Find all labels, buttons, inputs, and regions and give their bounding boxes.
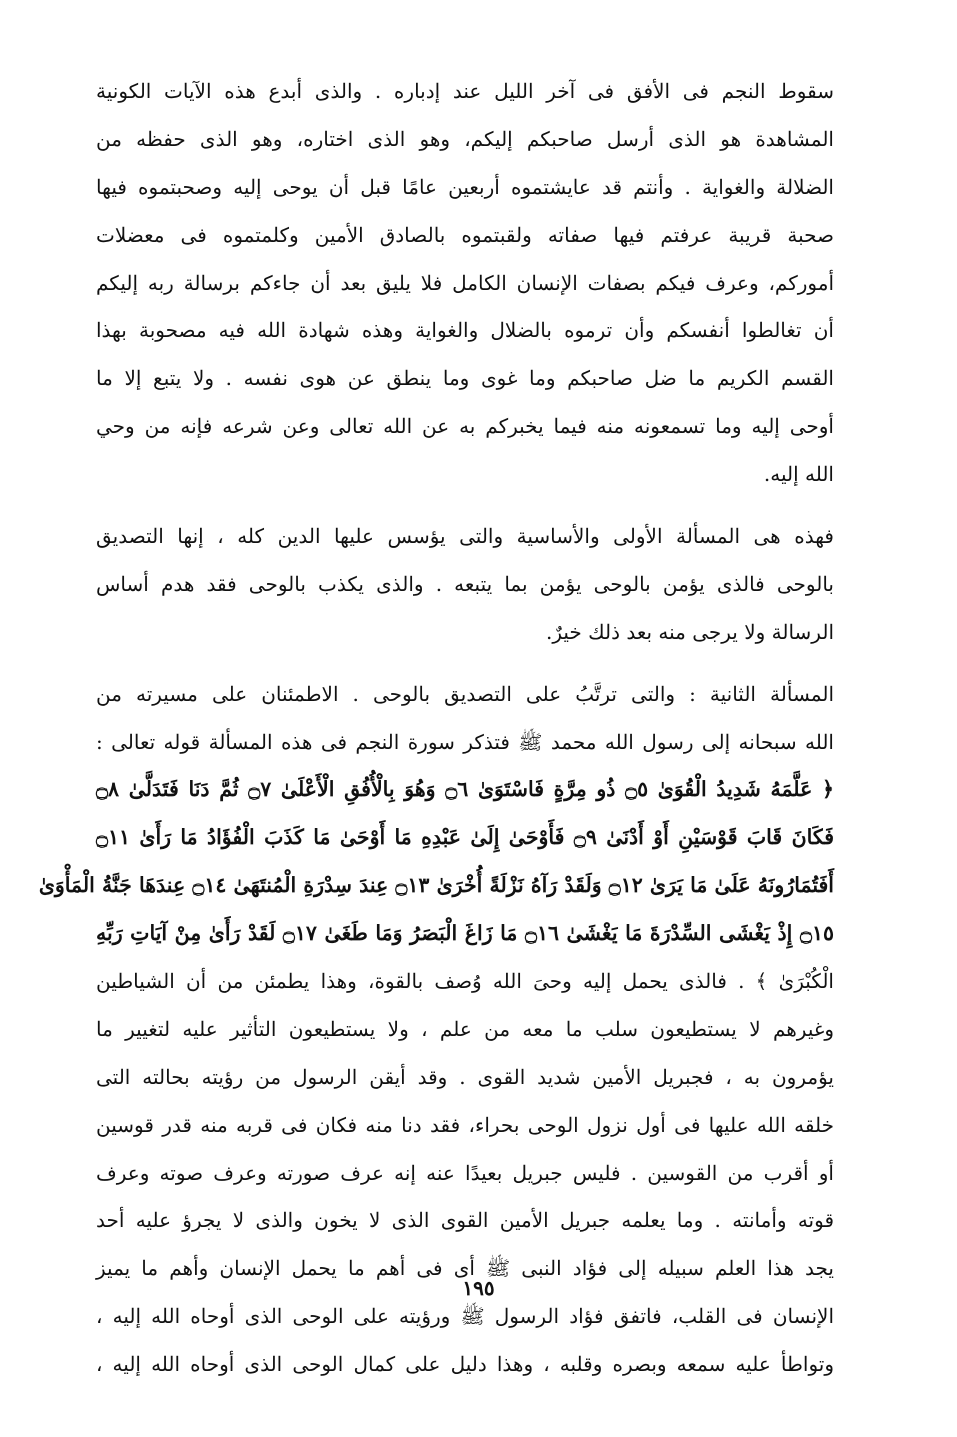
text-line: فهذه هى المسألة الأولى والأساسية والتى يؤسس عليها الدين كله ، إنها التصديق <box>96 524 834 549</box>
paragraph-gap <box>96 657 834 671</box>
text-line: سقوط النجم فى الأفق فى آخر الليل عند إدباره . والذى أبدع هذه الآيات الكونية <box>96 79 834 103</box>
quran-verse-line: فَكَانَ قَابَ قَوْسَيْنِ أَوْ أَدْنَىٰ ۝٩ فَأَوْحَىٰ إِلَىٰ عَبْدِهِ مَا أَوْحَىٰ مَا كَذَبَ الْفُؤَادُ مَا رَأَىٰ ۝١١ <box>96 825 834 850</box>
text-line: الله سبحانه إلى رسول الله محمد ﷺ فتذكر سورة النجم فى هذه المسألة قوله تعالى : <box>96 729 834 754</box>
quran-verse-line: أَفَتُمَارُونَهُ عَلَىٰ مَا يَرَىٰ ۝١٢ وَلَقَدْ رَآهُ نَزْلَةً أُخْرَىٰ ۝١٣ عِندَ سِدْرَةِ الْمُنتَهَىٰ ۝١٤ عِندَهَا جَنَّةُ الْمَأْوَىٰ <box>38 873 834 898</box>
text-line: المشاهدة هو الذى أرسل صاحبكم إليكم، وهو الذى اختاره، وهو الذى حفظه من <box>96 126 834 151</box>
text-line: صحبة قريبة عرفتم فيها صفاته ولقبتموه بالصادق الأمين وكلمتموه فى معضلات <box>96 222 834 247</box>
text-line <box>96 1389 834 1437</box>
quran-verse-line: ﴿ عَلَّمَهُ شَدِيدُ الْقُوَىٰ ۝٥ ذُو مِرَّةٍ فَاسْتَوَىٰ ۝٦ وَهُوَ بِالْأُفُقِ الْأَعْلَىٰ ۝٧ ثُمَّ دَنَا فَتَدَلَّىٰ ۝٨ <box>96 777 835 802</box>
text-line: أوحى إليه وما تسمعونه منه فيما يخبركم به عن الله تعالى وعن شرعه فإنه من وحي <box>96 414 834 439</box>
text-line: وغيرهم لا يستطيعون سلب ما معه من علم ، ولا يستطيعون التأثير عليه لتغيير ما <box>96 1016 834 1041</box>
text-line: الضلالة والغواية . وأنتم قد عايشتموه أربعين عامًا قبل أن يوحى إليه وصحبتموه فيها <box>96 174 834 199</box>
text-line: أو أقرب من القوسين . فليس جبريل بعيدًا عنه إنه عرف صورته وعرف صوته وعرف <box>96 1160 834 1185</box>
text-line: أن تغالطوا أنفسكم وأن ترموه بالضلال والغواية وهذه شهادة الله فيه مصحوبة بهذا <box>96 318 834 343</box>
quran-verse-line: ۝١٥ إِذْ يَغْشَى السِّدْرَةَ مَا يَغْشَىٰ ۝١٦ مَا زَاغَ الْبَصَرُ وَمَا طَغَىٰ ۝١٧ لَقَدْ رَأَىٰ مِنْ آيَاتِ رَبِّهِ <box>96 921 834 946</box>
text-line: الرسالة ولا يرجى منه بعد ذلك خيرٌ. <box>545 619 834 644</box>
paragraph-2 <box>96 513 834 657</box>
text-line: بالوحى فالذى يؤمن بالوحى يؤمن بما يتبعه . والذى يكذب بالوحى فقد هدم أساس <box>96 571 834 596</box>
text-line: الله إليه. <box>763 462 834 487</box>
text-line: قوته وأمانته . وما يعلمه جبريل الأمين القوى الذى لا يخون والذى لا يجرؤ عليه أحد <box>96 1208 834 1233</box>
text-line: خلقه الله عليها فى أول نزول الوحى بحراء، فقد دنا منه فكان فى قربه منه قدر قوسين <box>96 1112 834 1137</box>
text-line: الْكُبْرَىٰ ﴾ . فالذى يحمل إليه وحىَ الله وُصف بالقوة، وهذا يطمئن من أن الشياطين <box>96 969 834 994</box>
page-number: ١٩٥ <box>462 1276 495 1300</box>
paragraph-gap <box>96 499 834 513</box>
text-line: وتواطأ عليه سمعه وبصره وقلبه ، وهذا دليل على كمال الوحى الذى أوحاه الله إليه ، <box>96 1352 834 1377</box>
text-column <box>38 68 835 1437</box>
text-line: يجد هذا العلم سبيله إلى فؤاد النبى ﷺ أى فى أهم ما يحمل الإنسان وأهم ما يميز <box>96 1256 834 1281</box>
text-line: يؤمرون به ، فجبريل الأمين شديد القوى . وقد أيقن الرسول من رؤيته بحالته التى <box>96 1064 834 1089</box>
text-line: أموركم، وعرف فيكم بصفات الإنسان الكامل فلا يليق بعد أن جاءكم برسالة ربه إليكم <box>96 270 834 295</box>
paragraph-1 <box>96 68 834 499</box>
paragraph-3 <box>38 671 835 1437</box>
text-line: القسم الكريم ما ضل صاحبكم وما غوى وما ينطق عن هوى نفسه . ولا يتبع إلا ما <box>96 366 834 391</box>
text-line: المسألة الثانية : والتى ترتَّبُ على التصديق بالوحى . الاطمئنان على مسيرته من <box>96 681 834 706</box>
text-line: الإنسان فى القلب، فاتفق فؤاد الرسول ﷺ ورؤيته على الوحى الذى أوحاه الله إليه ، <box>96 1304 834 1329</box>
